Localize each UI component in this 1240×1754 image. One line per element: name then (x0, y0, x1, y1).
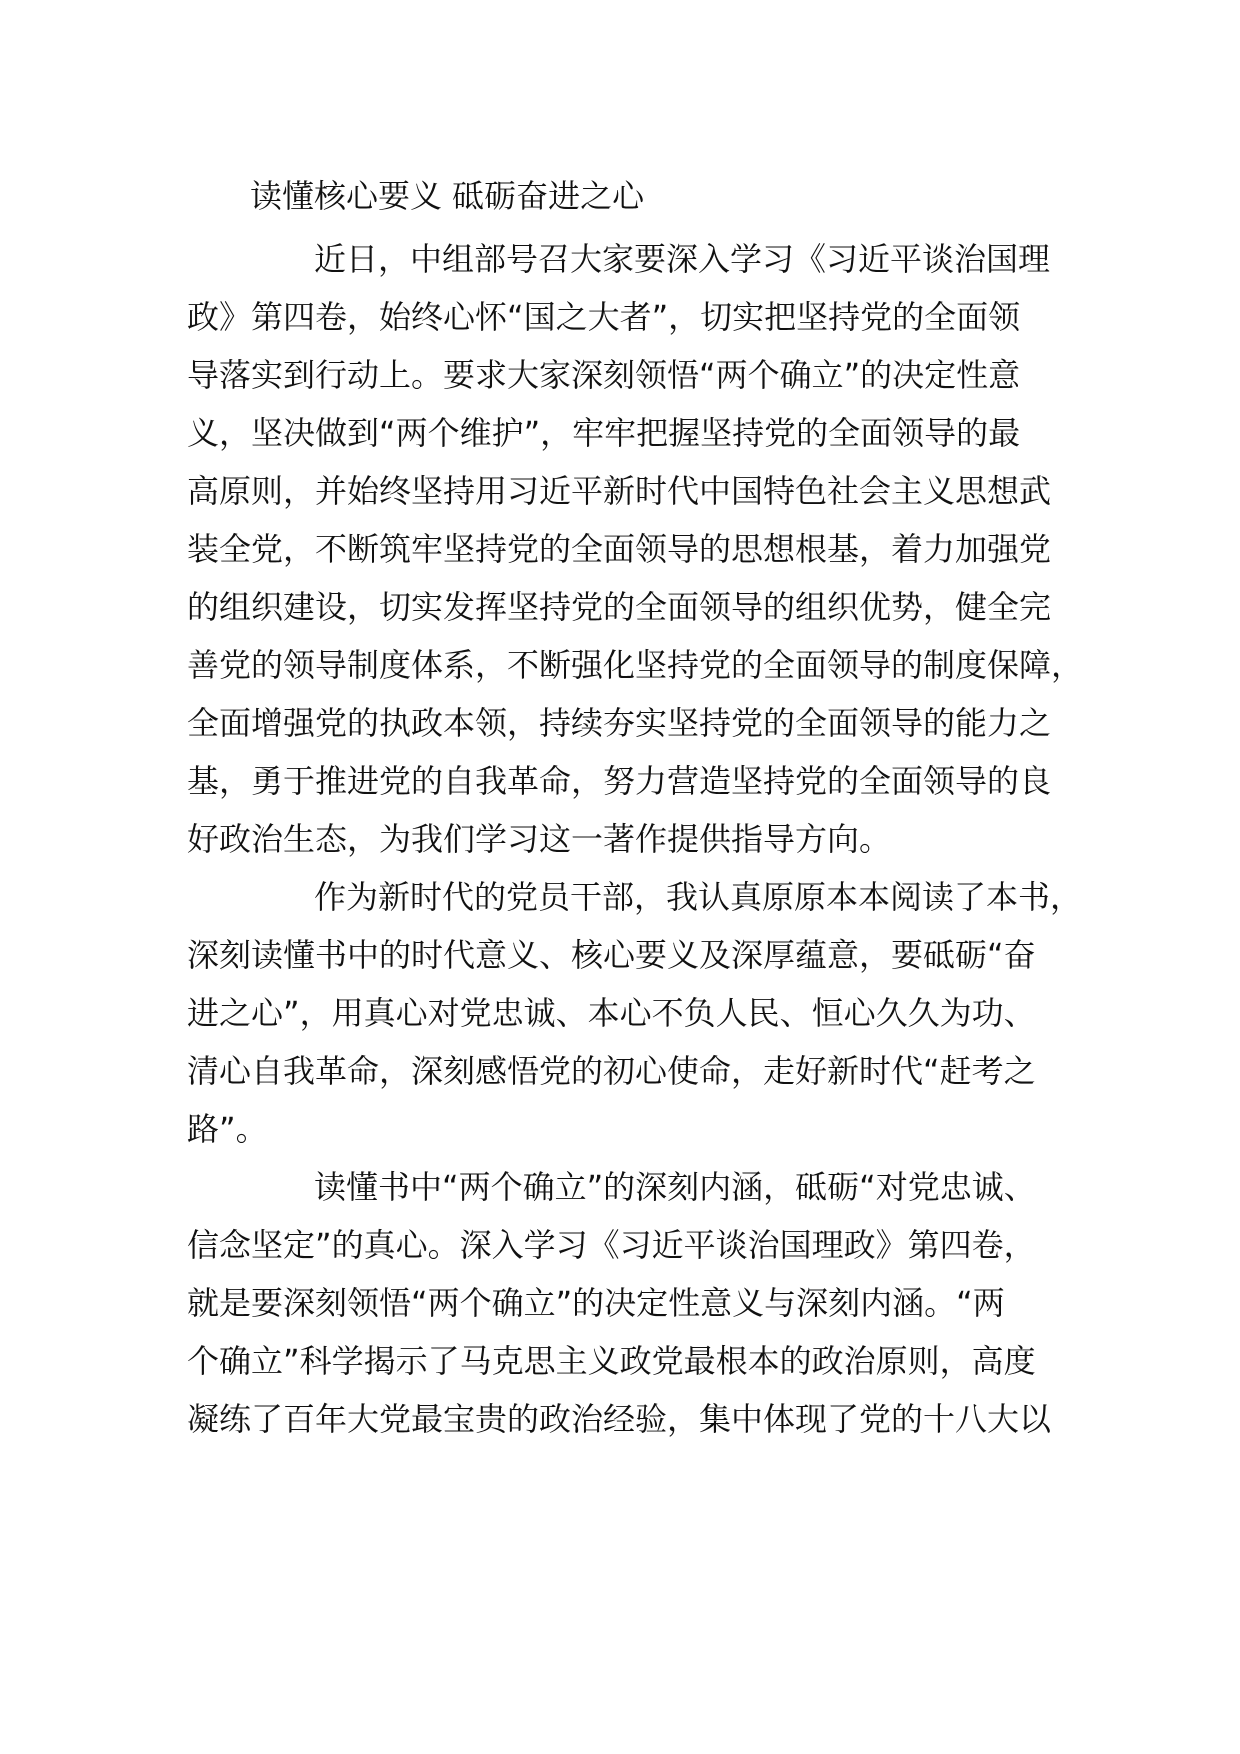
paragraph-line: 义，坚决做到“两个维护”，牢牢把握坚持党的全面领导的最 (187, 414, 1021, 452)
paragraph-line: 近日，中组部号召大家要深入学习《习近平谈治国理 (314, 240, 1051, 278)
paragraph-line: 政》第四卷，始终心怀“国之大者”，切实把坚持党的全面领 (187, 298, 1021, 336)
paragraph-line: 好政治生态，为我们学习这一著作提供指导方向。 (187, 820, 892, 858)
paragraph-line: 读懂书中“两个确立”的深刻内涵，砥砺“对党忠诚、 (314, 1168, 1036, 1206)
paragraph-line: 导落实到行动上。要求大家深刻领悟“两个确立”的决定性意 (187, 356, 1021, 394)
paragraph-line: 全面增强党的执政本领，持续夯实坚持党的全面领导的能力之 (187, 704, 1052, 742)
paragraph-line: 装全党，不断筑牢坚持党的全面领导的思想根基，着力加强党 (187, 530, 1052, 568)
paragraph-line: 基，勇于推进党的自我革命，努力营造坚持党的全面领导的良 (187, 762, 1052, 800)
paragraph-line: 凝练了百年大党最宝贵的政治经验，集中体现了党的十八大以 (187, 1400, 1052, 1438)
paragraph-line: 进之心”，用真心对党忠诚、本心不负人民、恒心久久为功、 (187, 994, 1036, 1032)
paragraph-line: 路”。 (187, 1110, 268, 1148)
paragraph-line: 深刻读懂书中的时代意义、核心要义及深厚蕴意，要砥砺“奋 (187, 936, 1036, 974)
document-title: 读懂核心要义 砥砺奋进之心 (250, 177, 645, 215)
paragraph-line: 信念坚定”的真心。深入学习《习近平谈治国理政》第四卷， (187, 1226, 1036, 1264)
paragraph-line: 善党的领导制度体系，不断强化坚持党的全面领导的制度保障， (187, 646, 1084, 684)
paragraph-line: 个确立”科学揭示了马克思主义政党最根本的政治原则，高度 (187, 1342, 1036, 1380)
paragraph-line: 清心自我革命，深刻感悟党的初心使命，走好新时代“赶考之 (187, 1052, 1036, 1090)
paragraph-line: 就是要深刻领悟“两个确立”的决定性意义与深刻内涵。“两 (187, 1284, 1005, 1322)
paragraph-line: 作为新时代的党员干部，我认真原原本本阅读了本书， (314, 878, 1083, 916)
paragraph-line: 高原则，并始终坚持用习近平新时代中国特色社会主义思想武 (187, 472, 1052, 510)
paragraph-line: 的组织建设，切实发挥坚持党的全面领导的组织优势，健全完 (187, 588, 1052, 626)
